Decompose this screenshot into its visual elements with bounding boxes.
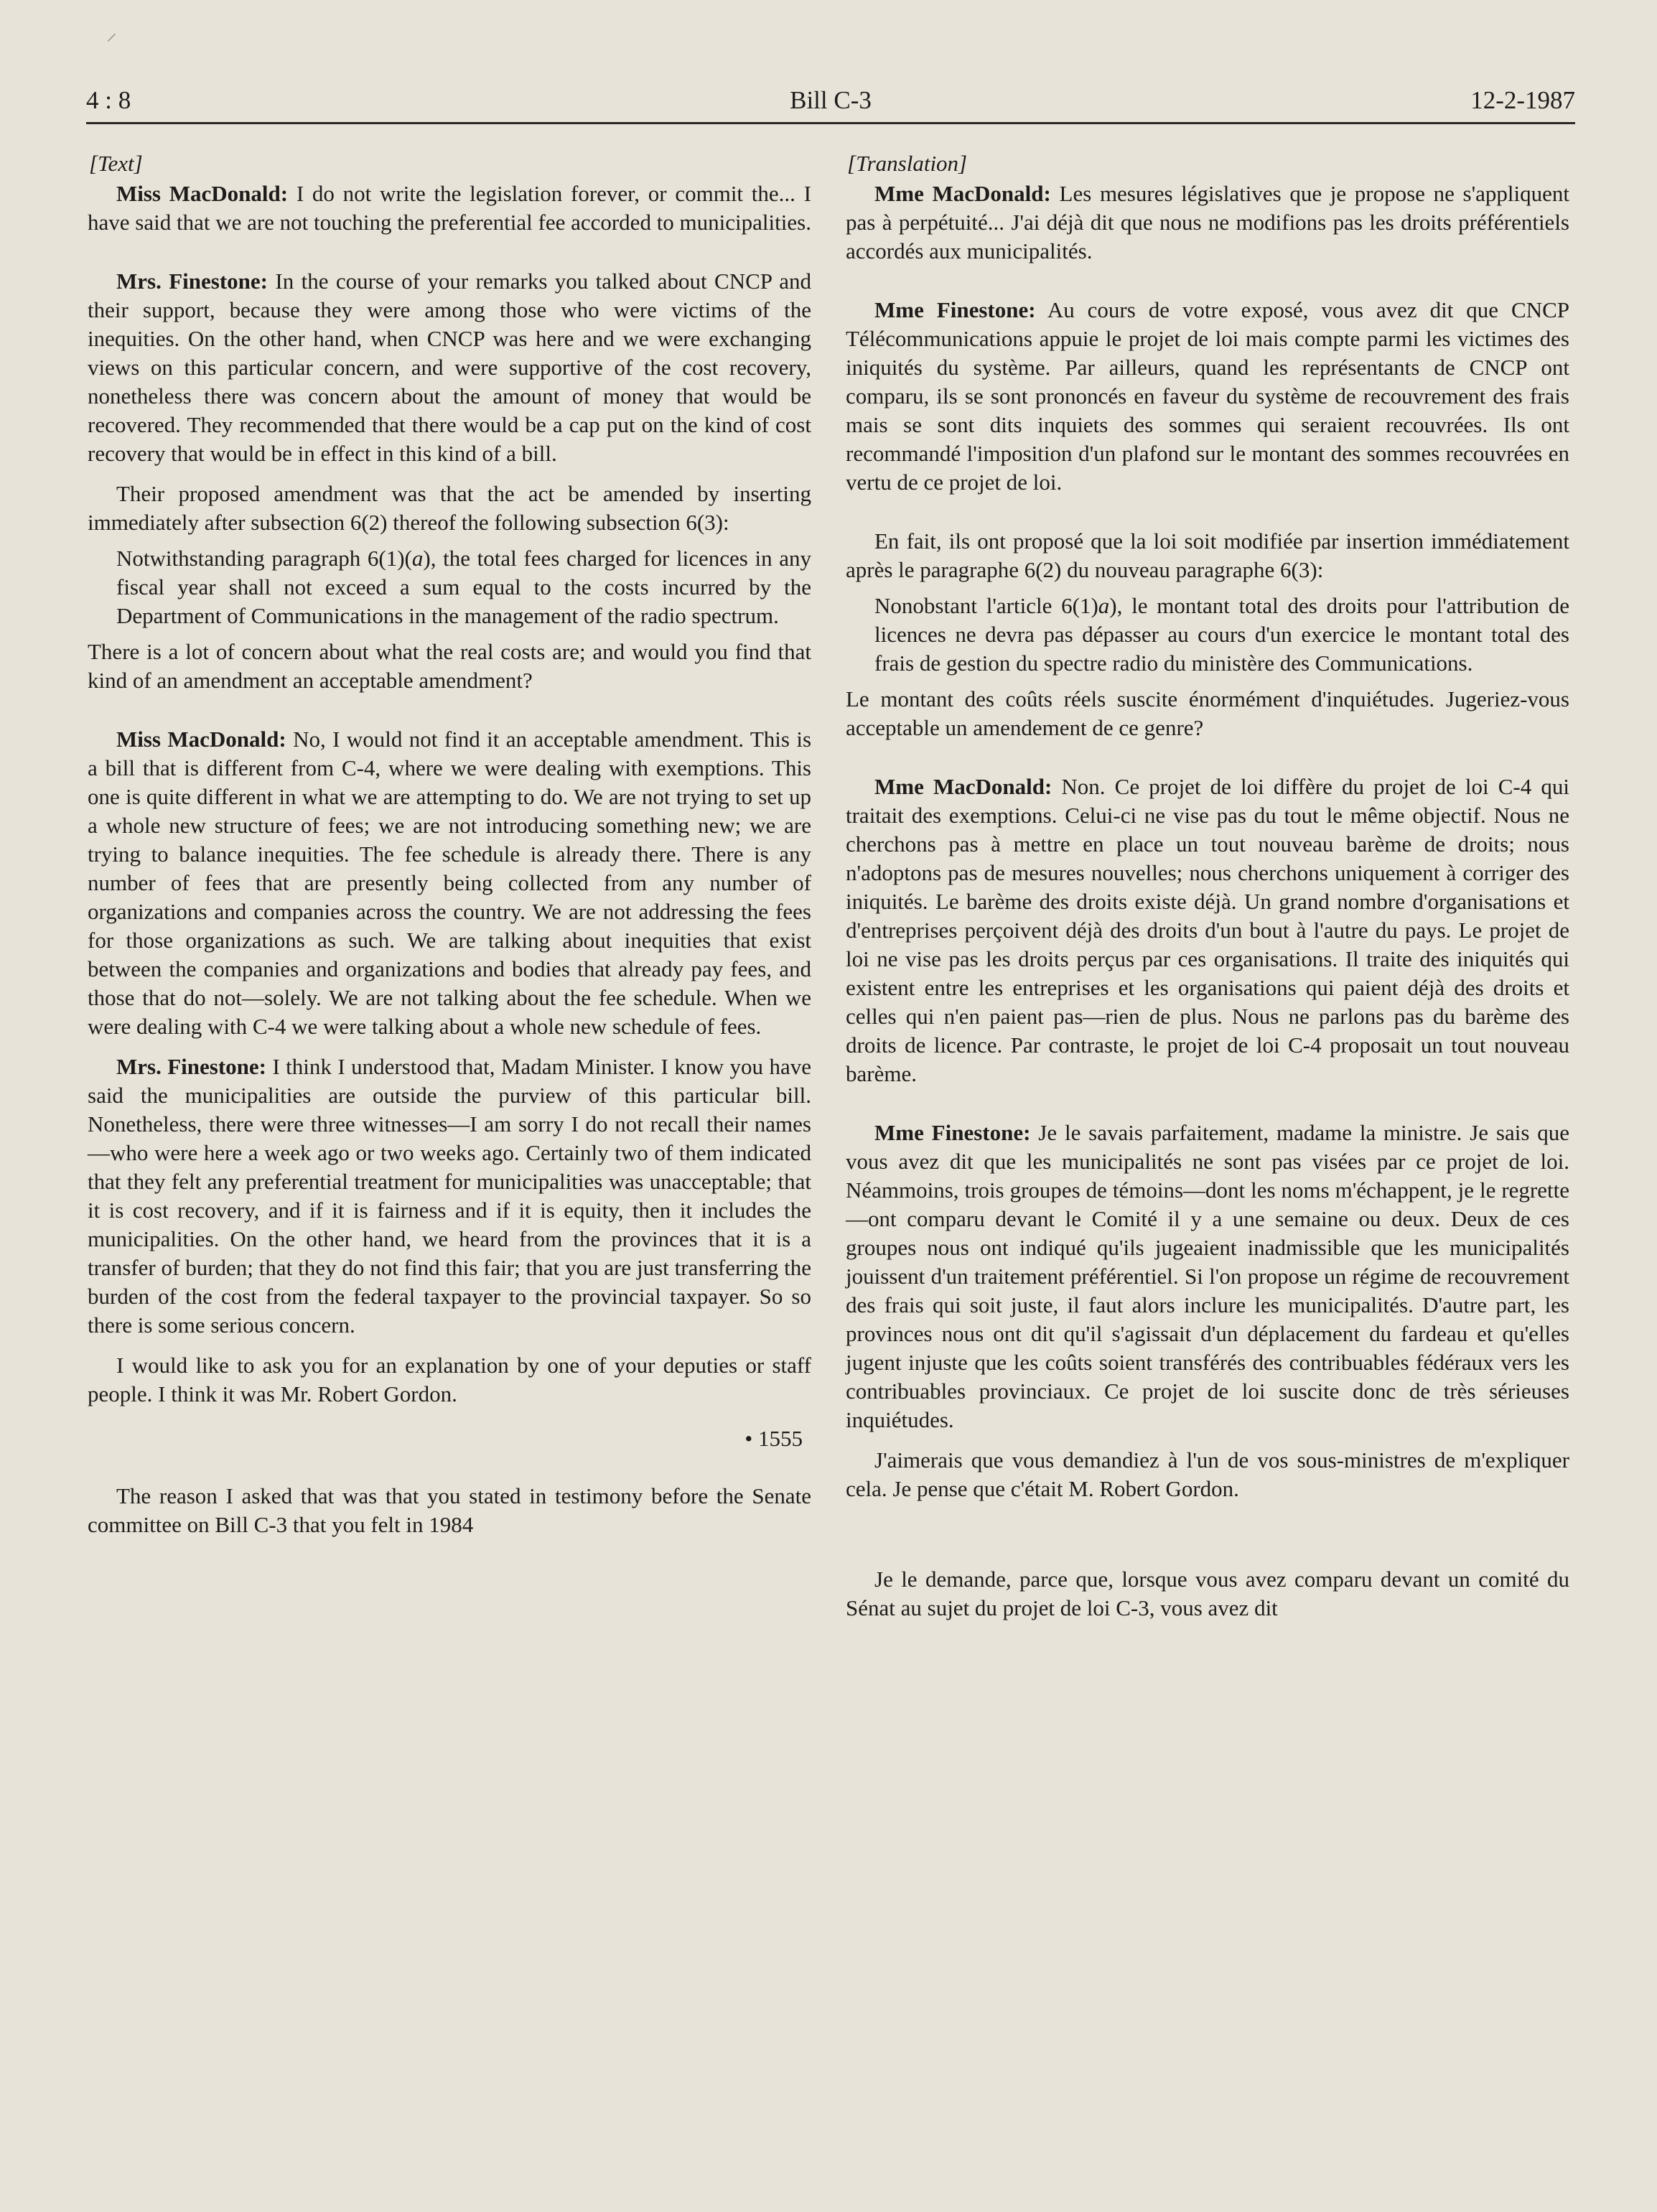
- page-header: [86, 80, 1575, 124]
- speaker-name: Mme MacDonald:: [874, 181, 1051, 206]
- paragraph: [846, 773, 1569, 1088]
- speaker-name: Miss MacDonald:: [116, 727, 286, 752]
- paragraph: There is a lot of concern about what the real costs are; and would you find that kind of an amendment an acceptable amendment?: [88, 639, 811, 693]
- paragraph: [846, 179, 1569, 266]
- bill-title: Bill C-3: [790, 86, 872, 114]
- paragraph-text: In the course of your remarks you talked about CNCP and their support, because they were among those who were victims of the inequities. On the other hand, when CNCP was here and we were exchanging views on this particular concern, and were supportive of the cost recovery, nonetheless there was concern about the amount of money that would be recovered. They recommended that there would be a cap put on the kind of cost recovery that would be in effect in this kind of a bill.: [88, 269, 812, 466]
- paragraph-text: Au cours de votre exposé, vous avez dit que CNCP Télécommunications appuie le projet de loi mais compte parmi les victimes des iniquités du système. Par ailleurs, quand les représentants de CNCP ont comparu, ils se sont prononcés en faveur du système de recouvrement des frais mais se sont dits inquiets des sommes qui seraient recouvrées. Ils ont recommandé l'imposition d'un plafond sur le montant des sommes recouvrées en vertu de ce projet de loi.: [846, 297, 1569, 495]
- page-number: 4 : 8: [86, 86, 131, 114]
- paragraph-text: Non. Ce projet de loi diffère du projet de loi C-4 qui traitait des exemptions. Celui-ci ne vise pas du tout le même objectif. Nous ne cherchons pas à mettre en place un tout nouveau barème de droits; nous n'adoptons pas de mesures nouvelles; nous cherchons uniquement à corriger des iniquités. Le barème des droits existe déjà. Un grand nombre d'organisations et d'entreprises perçoivent déjà des droits d'un bout à l'autre du pays. Le projet de loi ne vise pas les droits perçus par ces organisations. Il traite des iniquités qui existent entre les entreprises et les organisations qui paient déjà des droits et celles qui n'en paient pas—rien de plus. Nous ne parlons pas du barème des droits de licence. Par contraste, le projet de loi C-4 proposait un tout nouveau barème.: [846, 774, 1569, 1086]
- paragraph: Their proposed amendment was that the act be amended by inserting immediately after subsection 6(2) thereof the following subsection 6(3):: [88, 481, 811, 535]
- paragraph: J'aimerais que vous demandiez à l'un de vos sous-ministres de m'expliquer cela. Je pense que c'était M. Robert Gordon.: [846, 1447, 1569, 1501]
- speaker-name: Mrs. Finestone:: [116, 1054, 267, 1079]
- section-label: [Text]: [89, 151, 143, 176]
- paragraph: [88, 725, 811, 1041]
- paragraph: [88, 267, 811, 468]
- paragraph-text: Les mesures législatives que je propose ne s'appliquent pas à perpétuité... J'ai déjà dit que nous ne modifions pas les droits préférentiels accordés aux municipalités.: [846, 181, 1570, 263]
- speaker-name: Mme MacDonald:: [874, 774, 1052, 799]
- margin-mark: ⸍: [106, 30, 117, 54]
- paragraph: [88, 1053, 811, 1340]
- speaker-name: Miss MacDonald:: [116, 181, 289, 206]
- section-label: [Translation]: [847, 151, 968, 176]
- paragraph: Je le demande, parce que, lorsque vous avez comparu devant un comité du Sénat au sujet du projet de loi C-3, vous avez dit: [846, 1567, 1569, 1620]
- paragraph: [88, 179, 811, 237]
- paragraph: En fait, ils ont proposé que la loi soit modifiée par insertion immédiatement après le paragraphe 6(2) du nouveau paragraphe 6(3):: [846, 528, 1569, 582]
- paragraph-text: I do not write the legislation forever, or commit the... I have said that we are not touching the preferential fee accorded to municipalities.: [88, 181, 811, 235]
- header-date: 12-2-1987: [1470, 86, 1575, 114]
- paragraph-text: No, I would not find it an acceptable amendment. This is a bill that is different from C-4, where we were dealing with exemptions. This one is quite different in what we are attempting to do. We are not trying to set up a whole new structure of fees; we are not introducing something new; we are trying to balance inequities. The fee schedule is already there. There is any number of fees that are presently being collected from any number of organizations and companies across the country. We are not addressing the fees for those organizations as such. We are talking about inequities that exist between the companies and organizations and bodies that already pay fees, and those that do not—solely. We are not talking about the fee schedule. When we were dealing with C-4 we were talking about a whole new schedule of fees.: [88, 727, 812, 1039]
- timestamp: • 1555: [745, 1426, 803, 1451]
- speaker-name: Mme Finestone:: [874, 297, 1036, 322]
- paragraph-text: I think I understood that, Madam Minister. I know you have said the municipalities are outside the purview of this particular bill. Nonetheless, there were three witnesses—I am sorry I do not recall their names—who were here a week ago or two weeks ago. Certainly two of them indicated that they felt any preferential treatment for municipalities was unacceptable; that it is cost recovery, and if it is fairness and if it is equity, then it includes the municipalities. On the other hand, we heard from the provinces that it is a transfer of burden; that they do not find this fair; that you are just transferring the burden of the cost from the federal taxpayer to the provincial taxpayer. So so there is some serious concern.: [88, 1054, 811, 1338]
- speaker-name: Mrs. Finestone:: [116, 269, 268, 294]
- paragraph: I would like to ask you for an explanation by one of your deputies or staff people. I think it was Mr. Robert Gordon.: [88, 1353, 811, 1406]
- french-column: [846, 149, 1569, 1623]
- english-column: [88, 149, 811, 1539]
- block-quote: Notwithstanding paragraph 6(1)(a), the total fees charged for licences in any fiscal year shall not exceed a sum equal to the costs incurred by the Department of Communications in the management of the radio spectrum.: [116, 546, 811, 628]
- block-quote: Nonobstant l'article 6(1)a), le montant total des droits pour l'attribution de licences ne devra pas dépasser au cours d'un exercice le montant total des frais de gestion du spectre radio du ministère des Communications.: [874, 593, 1569, 676]
- paragraph: The reason I asked that was that you stated in testimony before the Senate committee on Bill C-3 that you felt in 1984: [88, 1483, 811, 1537]
- paragraph: [846, 1119, 1569, 1434]
- paragraph: [846, 296, 1569, 497]
- paragraph-text: Je le savais parfaitement, madame la ministre. Je sais que vous avez dit que les municipalités ne sont pas visées par ce projet de loi. Néammoins, trois groupes de témoins—dont les noms m'échappent, je le regrette—ont comparu devant le Comité il y a une semaine ou deux. Deux de ces groupes nous ont indiqué qu'ils jugeaient inadmissible que les municipalités jouissent d'un traitement préférentiel. Si l'on propose un régime de recouvrement des frais qui soit juste, il faut alors inclure les municipalités. D'autre part, les provinces nous ont dit qu'il s'agissait d'un déplacement du fardeau et qu'elles jugent injuste que les coûts soient transférés des contribuables fédéraux vers les contribuables provinciaux. Ce projet de loi suscite donc de très sérieuses inquiétudes.: [846, 1120, 1569, 1432]
- speaker-name: Mme Finestone:: [874, 1120, 1031, 1145]
- paragraph: Le montant des coûts réels suscite énormément d'inquiétudes. Jugeriez-vous acceptable un amendement de ce genre?: [846, 686, 1569, 740]
